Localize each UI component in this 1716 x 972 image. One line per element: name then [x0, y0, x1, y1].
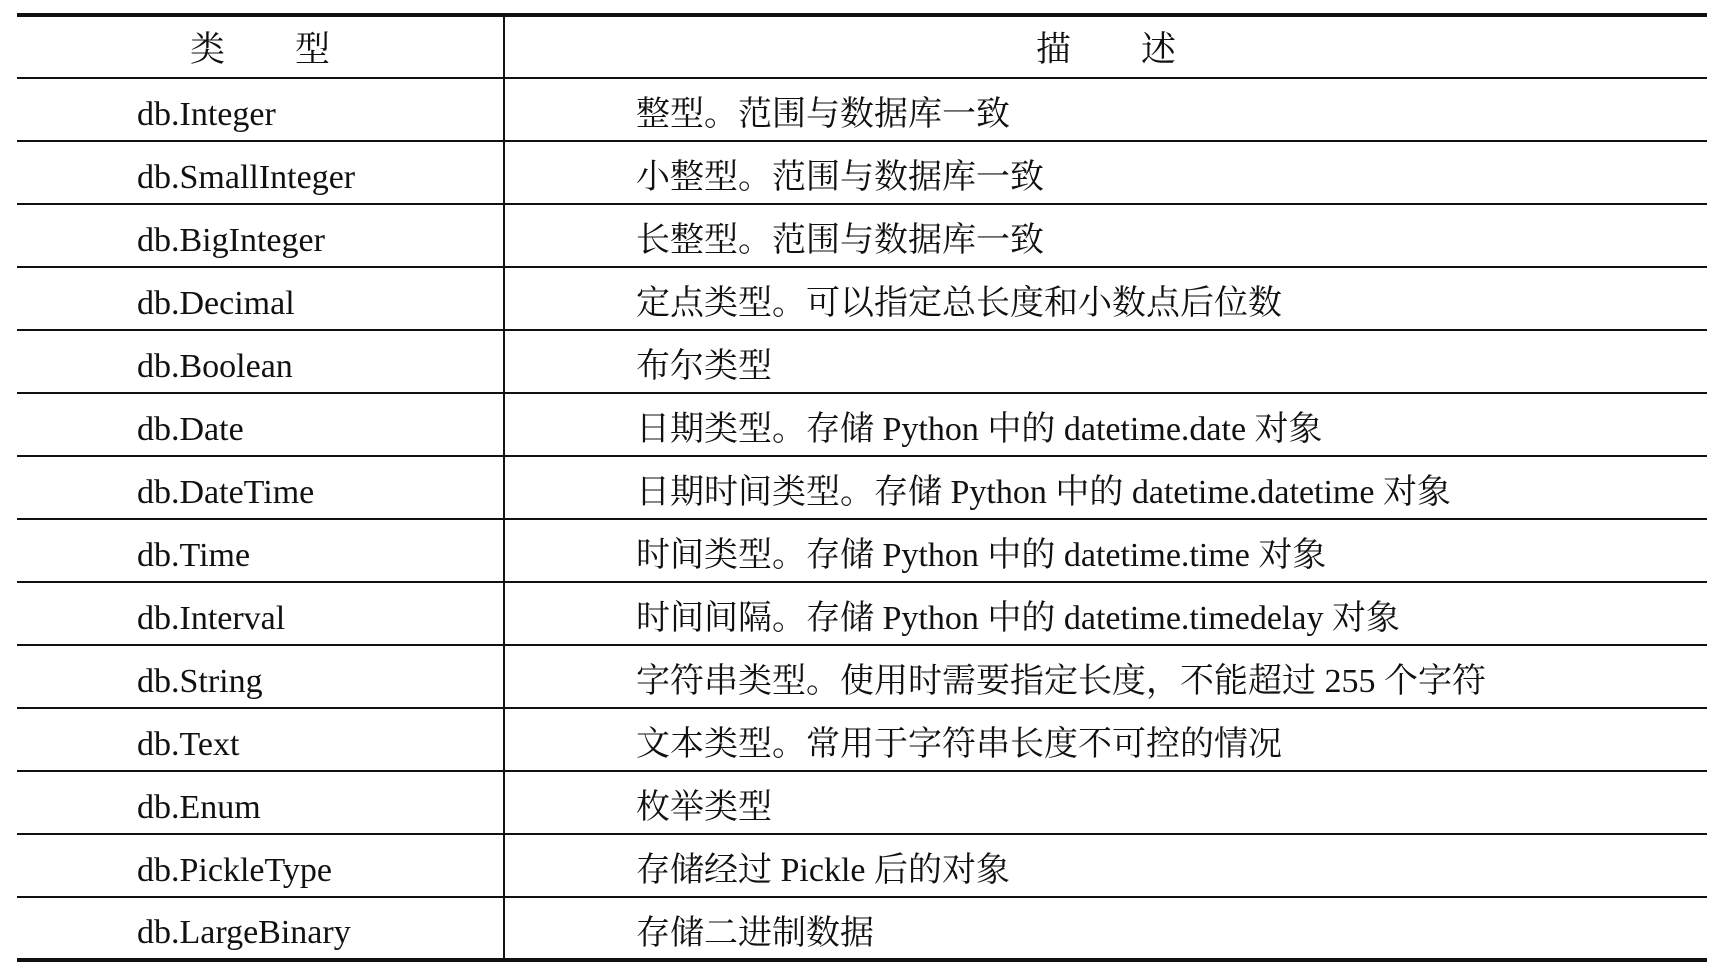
type-cell: db.DateTime	[17, 456, 504, 519]
type-cell: db.Boolean	[17, 330, 504, 393]
type-cell: db.PickleType	[17, 834, 504, 897]
description-cell: 枚举类型	[504, 771, 1707, 834]
data-type-table-container	[17, 13, 1707, 962]
type-cell: db.Interval	[17, 582, 504, 645]
type-cell: db.SmallInteger	[17, 141, 504, 204]
description-cell: 日期时间类型。存储 Python 中的 datetime.datetime 对象	[504, 456, 1707, 519]
table-row	[17, 141, 1707, 204]
description-cell: 定点类型。可以指定总长度和小数点后位数	[504, 267, 1707, 330]
description-cell: 存储经过 Pickle 后的对象	[504, 834, 1707, 897]
description-cell: 整型。范围与数据库一致	[504, 78, 1707, 141]
table-row	[17, 645, 1707, 708]
data-type-table	[17, 13, 1707, 962]
description-cell: 文本类型。常用于字符串长度不可控的情况	[504, 708, 1707, 771]
table-row	[17, 582, 1707, 645]
type-cell: db.Enum	[17, 771, 504, 834]
table-row	[17, 771, 1707, 834]
table-row	[17, 330, 1707, 393]
table-row	[17, 456, 1707, 519]
header-row	[17, 15, 1707, 78]
table-row	[17, 267, 1707, 330]
description-cell: 字符串类型。使用时需要指定长度，不能超过 255 个字符	[504, 645, 1707, 708]
type-cell: db.Decimal	[17, 267, 504, 330]
type-cell: db.Integer	[17, 78, 504, 141]
header-type: 类 型	[17, 15, 504, 78]
description-cell: 布尔类型	[504, 330, 1707, 393]
description-cell: 时间类型。存储 Python 中的 datetime.time 对象	[504, 519, 1707, 582]
table-row	[17, 897, 1707, 960]
description-cell: 长整型。范围与数据库一致	[504, 204, 1707, 267]
description-cell: 小整型。范围与数据库一致	[504, 141, 1707, 204]
type-cell: db.BigInteger	[17, 204, 504, 267]
type-cell: db.Date	[17, 393, 504, 456]
table-header	[17, 15, 1707, 78]
type-cell: db.LargeBinary	[17, 897, 504, 960]
table-body	[17, 78, 1707, 960]
table-row	[17, 708, 1707, 771]
table-row	[17, 834, 1707, 897]
table-row	[17, 519, 1707, 582]
type-cell: db.Time	[17, 519, 504, 582]
table-row	[17, 78, 1707, 141]
description-cell: 时间间隔。存储 Python 中的 datetime.timedelay 对象	[504, 582, 1707, 645]
type-cell: db.Text	[17, 708, 504, 771]
description-cell: 日期类型。存储 Python 中的 datetime.date 对象	[504, 393, 1707, 456]
table-row	[17, 393, 1707, 456]
description-cell: 存储二进制数据	[504, 897, 1707, 960]
type-cell: db.String	[17, 645, 504, 708]
table-row	[17, 204, 1707, 267]
header-description: 描 述	[504, 15, 1707, 78]
